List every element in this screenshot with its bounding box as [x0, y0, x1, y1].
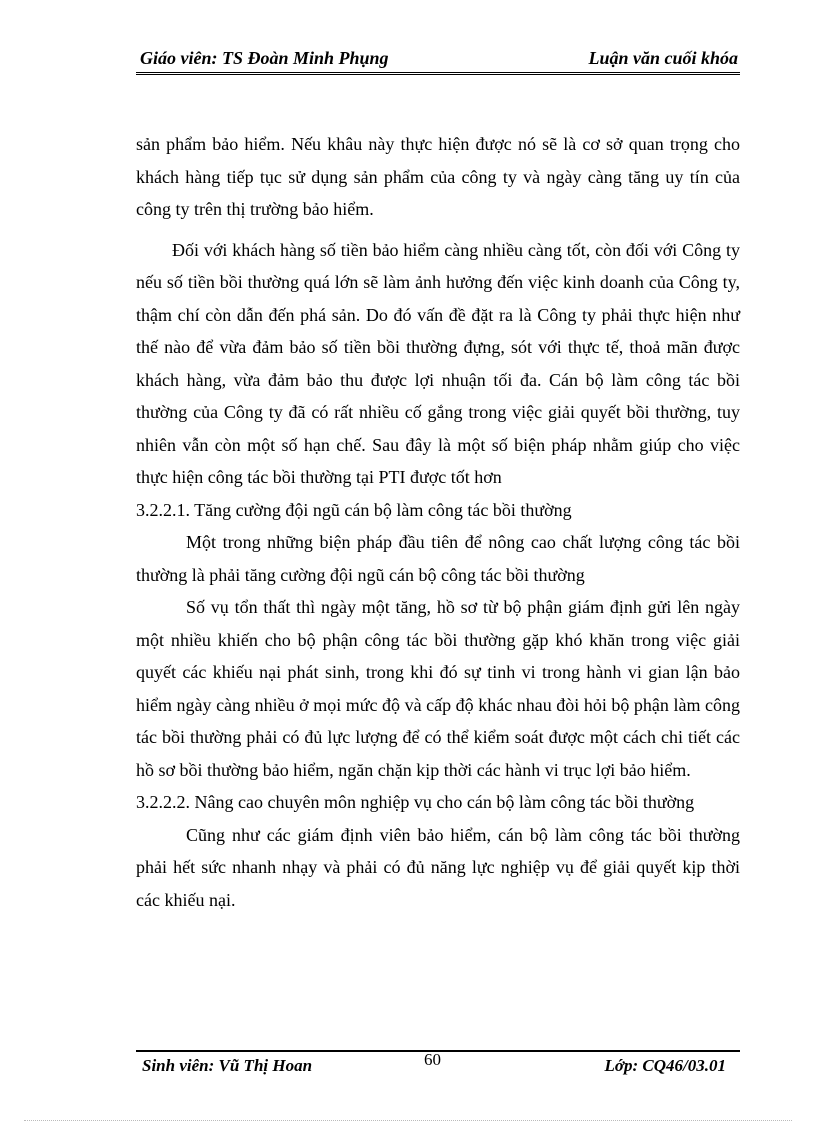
paragraph-4: Số vụ tổn thất thì ngày một tăng, hồ sơ từ bộ phận giám định gửi lên ngày một nhiều khiến cho bộ phận công tác bồi thường gặp khó khăn trong việc giải quyết các khiếu nại phát sinh, trong khi đó sự tinh vi trong hành vi gian lận bảo hiểm ngày càng nhiều ở mọi mức độ và cấp độ khác nhau đòi hỏi bộ phận làm công tác bồi thường phải có đủ lực lượng để có thể kiểm soát được một cách chi tiết các hồ sơ bồi thường bảo hiểm, ngăn chặn kịp thời các hành vi trục lợi bảo hiểm.	[136, 597, 740, 780]
footer-class: Lớp: CQ46/03.01	[604, 1056, 726, 1075]
paragraph-2: Đối với khách hàng số tiền bảo hiểm càng nhiều càng tốt, còn đối với Công ty nếu số tiền bồi thường quá lớn sẽ làm ảnh hưởng đến việc kinh doanh của Công ty, thậm chí còn dẫn đến phá sản. Do đó vấn đề đặt ra là Công ty phải thực hiện như thế nào để vừa đảm bảo số tiền bồi thường đựng, sót với thực tế, thoả mãn được khách hàng, vừa đảm bảo thu được lợi nhuận tối đa. Cán bộ làm công tác bồi thường của Công ty đã có rất nhiều cố gắng trong việc giải quyết bồi thường, tuy nhiên vẫn còn một số hạn chế. Sau đây là một số biện pháp nhằm giúp cho việc thực hiện công tác bồi thường tại PTI được tốt hơn	[136, 239, 740, 487]
page-header	[136, 46, 740, 75]
page-footer	[136, 1050, 740, 1082]
page-bottom-divider	[24, 1120, 792, 1121]
section-heading-3-2-2-1: 3.2.2.1. Tăng cường đội ngũ cán bộ làm công tác bồi thường	[136, 499, 572, 520]
page-content	[136, 128, 740, 916]
header-teacher: Giáo viên: TS Đoàn Minh Phụng	[140, 48, 389, 68]
footer-student: Sinh viên: Vũ Thị Hoan	[142, 1056, 313, 1075]
paragraph-1: sản phẩm bảo hiểm. Nếu khâu này thực hiện được nó sẽ là cơ sở quan trọng cho khách hàng tiếp tục sử dụng sản phẩm của công ty và ngày càng tăng uy tín của công ty trên thị trường bảo hiểm.	[136, 134, 740, 219]
page-number: 60	[424, 1050, 441, 1069]
paragraph-5: Cũng như các giám định viên bảo hiểm, cán bộ làm công tác bồi thường phải hết sức nhanh nhạy và phải có đủ năng lực nghiệp vụ để giải quyết kịp thời các khiếu nại.	[136, 824, 740, 910]
section-heading-3-2-2-2: 3.2.2.2. Nâng cao chuyên môn nghiệp vụ cho cán bộ làm công tác bồi thường	[136, 792, 695, 812]
header-thesis-title: Luận văn cuối khóa	[588, 48, 738, 68]
paragraph-3: Một trong những biện pháp đầu tiên để nông cao chất lượng công tác bồi thường là phải tăng cường đội ngũ cán bộ công tác bồi thường	[136, 532, 740, 585]
